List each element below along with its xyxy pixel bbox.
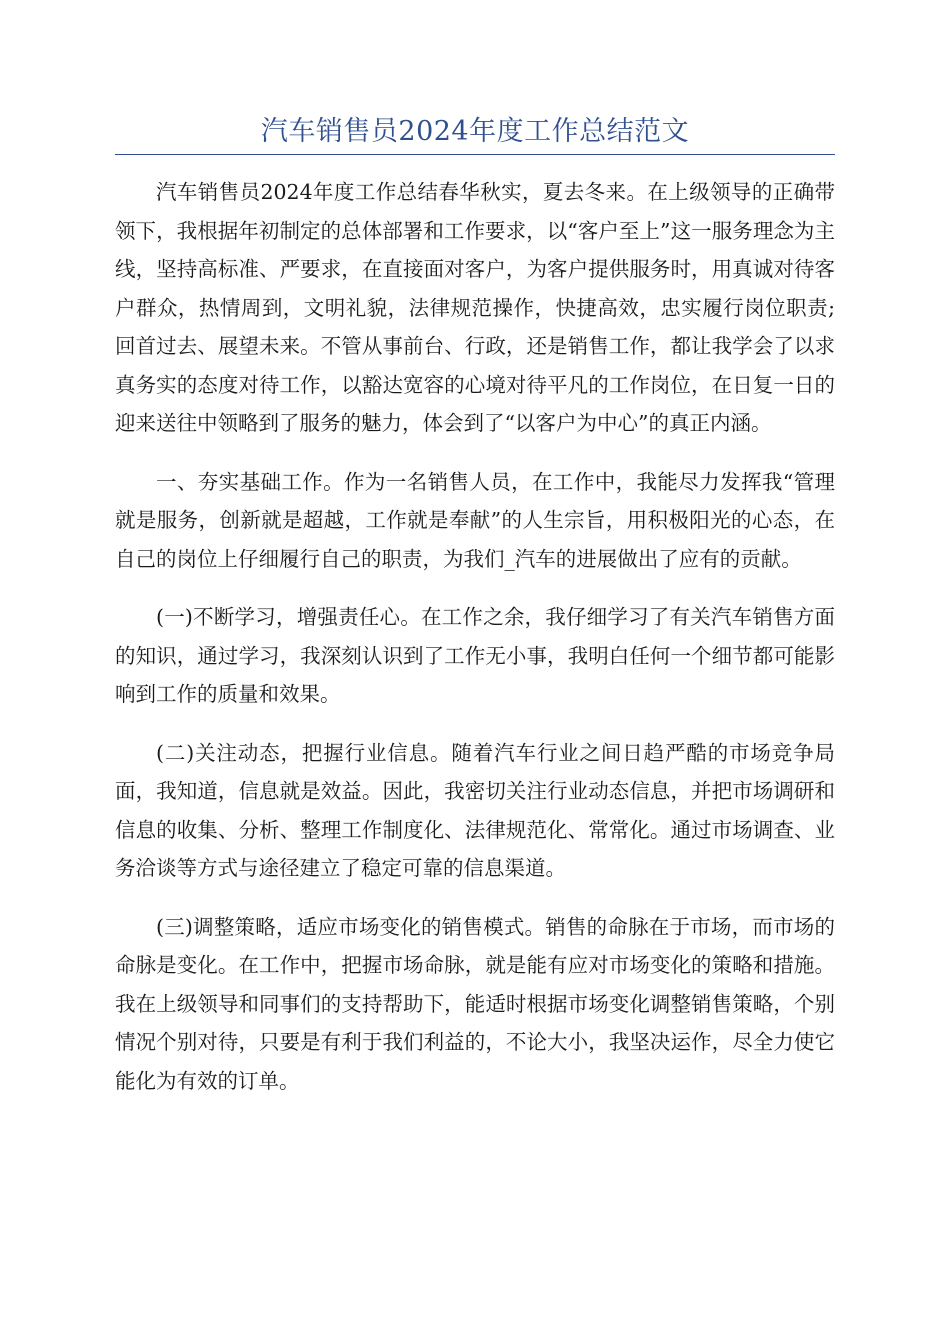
paragraph-intro: 汽车销售员2024年度工作总结春华秋实，夏去冬来。在上级领导的正确带领下，我根据年初制定的总体部署和工作要求，以“客户至上”这一服务理念为主线，坚持高标准、严要求，在直接面对客户，为客户提供服务时，用真诚对待客户群众，热情周到，文明礼貌，法律规范操作，快捷高效，忠实履行岗位职责;回首过去、展望未来。不管从事前台、行政，还是销售工作，都让我学会了以求真务实的态度对待工作，以豁达宽容的心境对待平凡的工作岗位，在日复一日的迎来送往中领略到了服务的魅力，体会到了“以客户为中心”的真正内涵。 <box>115 180 835 435</box>
paragraph-subsection-1: (一)不断学习，增强责任心。在工作之余，我仔细学习了有关汽车销售方面的知识，通过学习，我深刻认识到了工作无小事，我明白任何一个细节都可能影响到工作的质量和效果。 <box>115 605 835 706</box>
document-title: 汽车销售员2024年度工作总结范文 <box>260 116 690 147</box>
paragraph-subsection-3: (三)调整策略，适应市场变化的销售模式。销售的命脉在于市场，而市场的命脉是变化。在工作中，把握市场命脉，就是能有应对市场变化的策略和措施。我在上级领导和同事们的支持帮助下，能适时根据市场变化调整销售策略，个别情况个别对待，只要是有利于我们利益的，不论大小，我坚决运作，尽全力使它能化为有效的订单。 <box>115 914 835 1093</box>
document-body <box>115 173 835 1120</box>
title-underline <box>115 154 835 155</box>
paragraph-subsection-2: (二)关注动态，把握行业信息。随着汽车行业之间日趋严酷的市场竞争局面，我知道，信息就是效益。因此，我密切关注行业动态信息，并把市场调研和信息的收集、分析、整理工作制度化、法律规范化、常常化。通过市场调查、业务洽谈等方式与途径建立了稳定可靠的信息渠道。 <box>115 740 835 880</box>
paragraph-section-1: 一、夯实基础工作。作为一名销售人员，在工作中，我能尽力发挥我“管理就是服务，创新就是超越，工作就是奉献”的人生宗旨，用积极阳光的心态，在自己的岗位上仔细履行自己的职责，为我们_汽车的进展做出了应有的贡献。 <box>115 469 835 571</box>
